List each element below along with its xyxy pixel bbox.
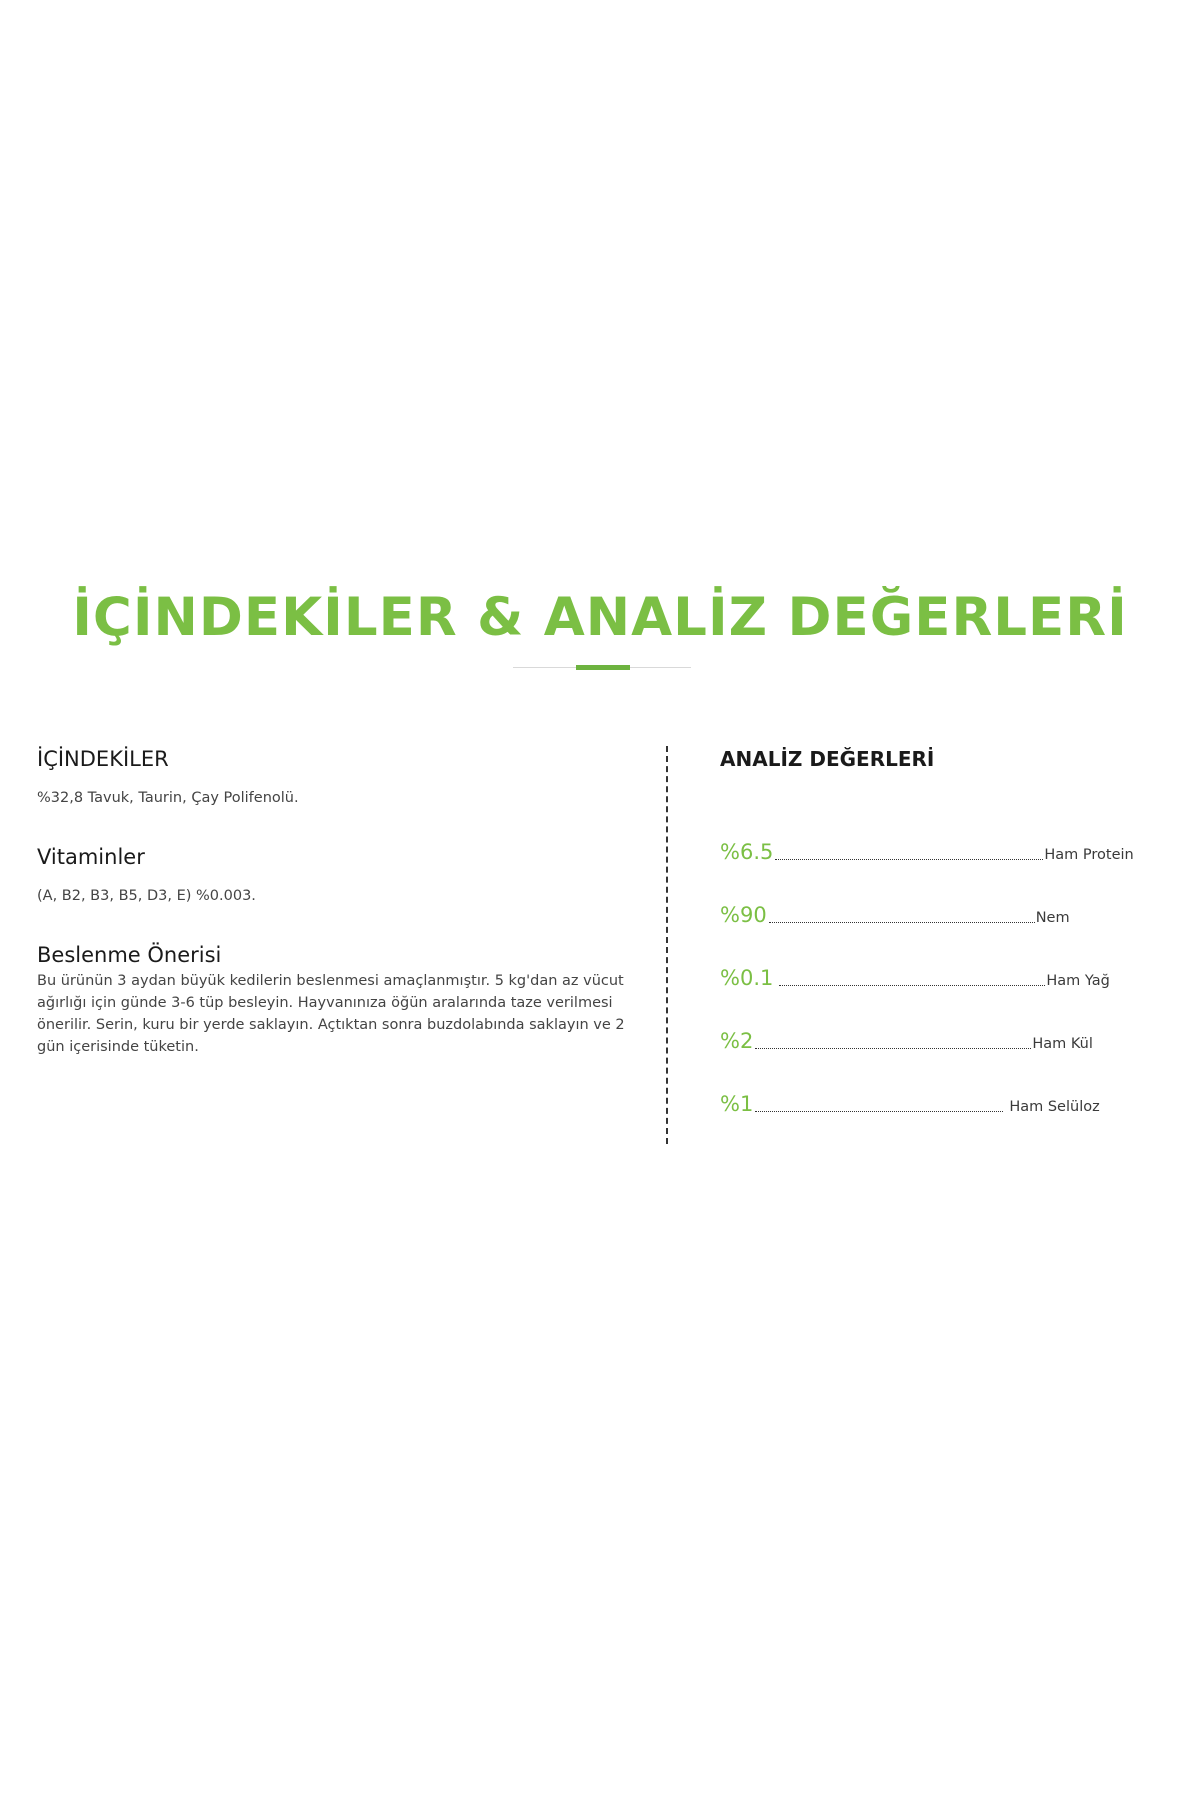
analysis-label: Ham Kül	[1032, 1036, 1093, 1052]
dotted-leader	[755, 1048, 1031, 1049]
analysis-label: Ham Yağ	[1046, 973, 1110, 989]
analysis-value: %6.5	[720, 840, 774, 864]
analysis-value: %1	[720, 1092, 754, 1116]
analysis-label: Ham Selüloz	[1009, 1099, 1100, 1115]
dotted-leader	[755, 1111, 1003, 1112]
analysis-list	[720, 802, 1160, 1117]
title-accent-bar	[576, 665, 630, 670]
page-title: İÇİNDEKİLER & ANALİZ DEĞERLERİ	[72, 587, 1128, 648]
analysis-row	[720, 802, 1160, 865]
right-column	[720, 745, 1160, 1116]
analysis-heading: ANALİZ DEĞERLERİ	[720, 747, 935, 771]
analysis-label: Ham Protein	[1044, 847, 1134, 863]
feeding-section	[37, 941, 627, 1058]
ingredients-heading: İÇİNDEKİLER	[37, 747, 169, 771]
column-divider	[666, 746, 668, 1144]
vitamins-section	[37, 843, 256, 907]
analysis-row	[720, 865, 1160, 928]
analysis-value: %2	[720, 1029, 754, 1053]
analysis-label: Nem	[1035, 910, 1070, 926]
vitamins-text: (A, B2, B3, B5, D3, E) %0.003.	[37, 888, 256, 904]
dotted-leader	[769, 922, 1035, 923]
dotted-leader	[779, 985, 1045, 986]
feeding-heading: Beslenme Önerisi	[37, 943, 222, 967]
analysis-value: %90	[720, 903, 767, 927]
analysis-value: %0.1	[720, 966, 774, 990]
analysis-row	[720, 928, 1160, 991]
dotted-leader	[775, 859, 1043, 860]
analysis-row	[720, 991, 1160, 1054]
ingredients-text: %32,8 Tavuk, Taurin, Çay Polifenolü.	[37, 790, 299, 806]
analysis-row	[720, 1054, 1160, 1117]
vitamins-heading: Vitaminler	[37, 845, 145, 869]
feeding-text: Bu ürünün 3 aydan büyük kedilerin beslenmesi amaçlanmıştır. 5 kg'dan az vücut ağırlığı için günde 3-6 tüp besleyin. Hayvanınıza öğün aralarında taze verilmesi önerilir. Serin, kuru bir yerde saklayın. Açtıktan sonra buzdolabında saklayın ve 2 gün içerisinde tüketin.	[37, 973, 625, 1055]
ingredients-section	[37, 745, 299, 809]
